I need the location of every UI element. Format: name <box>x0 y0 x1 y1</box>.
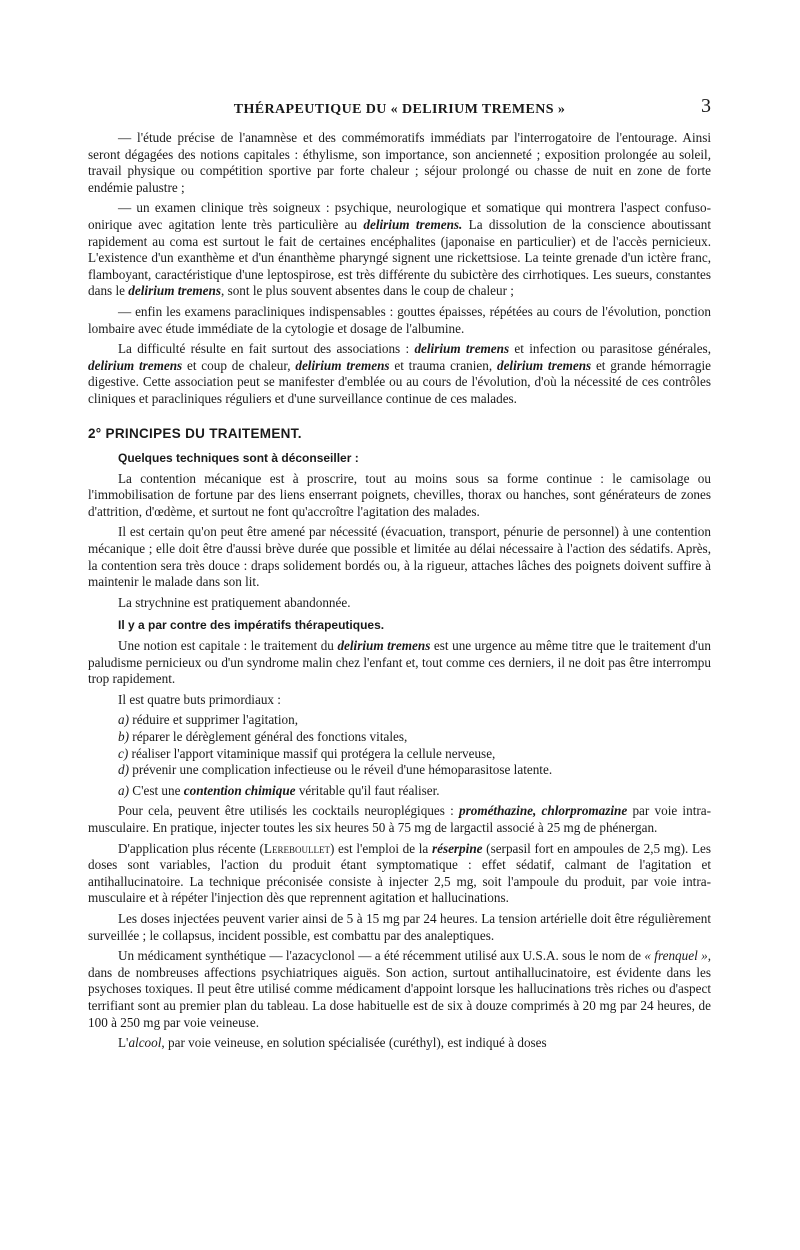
paragraph-cocktails <box>88 803 711 836</box>
italic-term: delirium tremens <box>295 357 390 373</box>
text-run: La difficulté résulte en fait surtout des associations : <box>118 341 415 357</box>
text-run: D'application plus récente ( <box>118 840 264 856</box>
paragraph-restraint-necessity: Il est certain qu'on peut être amené par nécessité (évacuation, transport, pénurie de personnel) à une contention mécanique ; elle doit être d'aussi brève durée que possible et limitée au délai nécessaire à l'action des sédatifs. Après, la contention sera très douce : draps solidement bordés ou, à la rigueur, attaches lâches des poignets doivent suffire à maintenir le malade dans son lit. <box>88 524 711 590</box>
italic-term: delirium tremens <box>414 341 510 357</box>
list-text: réparer le dérèglement général des fonctions vitales, <box>129 729 408 744</box>
paragraph-associations <box>88 341 711 407</box>
italic-term: delirium tremens <box>496 357 592 373</box>
text-run: (serpasil fort en ampoules de 2,5 mg). Les doses sont variables, l'action du produit étant symptomatique : effet sédatif, calmant de l'agitation et antihallucinatoire. La technique préconisée consiste à injecter 2,5 mg, soit l'ampoule du produit, par voie intra-musculaire et à répéter l'injection dès que reprennent agitation et hallucinations. <box>88 840 712 906</box>
list-marker: d) <box>118 762 129 778</box>
paragraph-chemical-contention <box>88 783 711 800</box>
text-run: et grande hémorragie digestive. Cette association peut se manifester d'emblée ou au cours de l'évolution, d'où la nécessité de ces contrôles cliniques et paracliniques réguliers et d'une surveillance continue de ces malades. <box>88 357 711 406</box>
list-marker: c) <box>118 745 129 761</box>
paragraph-urgency <box>88 638 711 688</box>
italic-term: prométhazine, chlorpromazine <box>459 803 628 819</box>
text-run: C'est une <box>129 782 184 798</box>
italic-term: contention chimique <box>183 782 296 798</box>
italic-term: delirium tremens <box>128 283 221 299</box>
text-run: est une urgence au même titre que le traitement d'un paludisme pernicieux ou d'un syndrome malin chez l'enfant et, tout comme ces derniers, il ne doit pas être interrompu trop rapidement. <box>88 638 711 687</box>
text-run: Pour cela, peuvent être utilisés les cocktails neuroplégiques : <box>118 803 459 819</box>
text-run: et trauma cranien, <box>389 357 497 373</box>
list-text: prévenir une complication infectieuse ou le réveil d'une hémoparasitose latente. <box>129 762 553 778</box>
text-run: véritable qu'il faut réaliser. <box>295 782 440 798</box>
list-item <box>88 729 711 746</box>
page-number: 3 <box>701 95 711 117</box>
subheading-imperatives: Il y a par contre des impératifs thérapeutiques. <box>118 618 385 633</box>
running-head <box>88 95 711 122</box>
paragraph-reserpine <box>88 841 711 907</box>
italic-term: réserpine <box>431 840 483 856</box>
paragraph-azacyclonol <box>88 948 711 1031</box>
paragraph-paraclinical: — enfin les examens paracliniques indispensables : gouttes épaisses, répétées au cours de l'évolution, ponction lombaire avec étude immédiate de la cytologie et dosage de l'albumine. <box>88 303 711 336</box>
text-run: par voie intra-musculaire. En pratique, injecter toutes les six heures 50 à 75 mg de largactil associé à 25 mg de phénergan. <box>88 803 711 835</box>
author-name: Lereboullet <box>263 840 330 856</box>
italic-term: alcool <box>128 1035 162 1051</box>
list-marker: a) <box>118 712 129 728</box>
list-item <box>88 712 711 729</box>
text-run: , sont le plus souvent absentes dans le coup de chaleur ; <box>220 283 514 299</box>
paragraph-strychnine: La strychnine est pratiquement abandonnée. <box>118 594 351 610</box>
list-marker: a) <box>118 782 129 798</box>
italic-term: delirium tremens <box>337 638 431 654</box>
text-run: L' <box>118 1035 129 1051</box>
list-text: réaliser l'apport vitaminique massif qui protégera la cellule nerveuse, <box>128 745 496 761</box>
paragraph-anamnesis: — l'étude précise de l'anamnèse et des commémoratifs immédiats par l'interrogatoire de l'entourage. Ainsi seront dégagées des notions capitales : éthylisme, son importance, son ancienneté ; exposition prolongée au soleil, travail physique ou compétition sportive par forte chaleur ; séjour prolongé ou chasse de nuit en zone de forte endémie palustre ; <box>88 130 711 195</box>
text-run: Un médicament synthétique — l'azacyclonol — a été récemment utilisé aux U.S.A. sous le nom de <box>118 948 645 964</box>
text-run: , dans de nombreuses affections psychiatriques aiguës. Son action, surtout antihallucinatoire, est évidente dans les psychoses toxiques. Il peut être utilisé comme médicament d'appoint lorsque les hallucinations très riches ou d'aspect terrifiant sont au premier plan du tableau. La dose habituelle est de six à douze comprimés à 20 mg par 24 heures, de 100 à 250 mg par voie veineuse. <box>88 948 711 1030</box>
text-run: — un examen clinique très soigneux : psychique, neurologique et somatique qui montrera l'aspect confuso-onirique avec agitation lente très particulière au <box>88 200 711 232</box>
italic-term: delirium tremens. <box>363 216 463 232</box>
list-marker: b) <box>118 729 129 744</box>
italic-term: « frenquel » <box>644 948 708 964</box>
list-text: réduire et supprimer l'agitation, <box>129 712 298 728</box>
paragraph-clinical-exam <box>88 200 711 300</box>
text-run: et infection ou parasitose générales, <box>509 341 711 357</box>
text-run: Une notion est capitale : le traitement du <box>118 638 338 654</box>
italic-term: delirium tremens <box>88 357 183 373</box>
paragraph-doses: Les doses injectées peuvent varier ainsi de 5 à 15 mg par 24 heures. La tension artérielle doit être régulièrement surveillée ; le collapsus, incident possible, est combattu par des analeptiques. <box>88 910 711 943</box>
subheading-discouraged: Quelques techniques sont à déconseiller : <box>118 451 359 466</box>
paragraph-goals-intro: Il est quatre buts primordiaux : <box>118 691 281 707</box>
paragraph-mechanical-restraint: La contention mécanique est à proscrire, tout au moins sous sa forme continue : le camisolage ou l'immobilisation de fortune par des liens enserrant poignets, chevilles, thorax ou hanches, sont générateurs de zones d'attrition, d'œdème, et surtout ne font qu'accroître l'agitation des malades. <box>88 470 711 519</box>
paragraph-alcohol <box>88 1035 711 1052</box>
text-run: ) est l'emploi de la <box>329 840 432 856</box>
text-run: La dissolution de la conscience aboutissant rapidement au coma est surtout le fait de certaines encéphalites (japonaise en particulier) et de l'accès pernicieux. L'existence d'un exanthème et d'un énanthème pharyngé signent une rickettsiose. La teinte grenade d'un ictère franc, flamboyant, caractéristique d'une leptospirose, est très différente du subictère des cirrhotiques. Les sueurs, constantes dans le <box>88 216 711 299</box>
section-heading-principles: 2° PRINCIPES DU TRAITEMENT. <box>88 425 302 441</box>
text-run: , par voie veineuse, en solution spécialisée (curéthyl), est indiqué à doses <box>161 1035 547 1051</box>
text-run: et coup de chaleur, <box>182 357 296 373</box>
running-title: THÉRAPEUTIQUE DU « DELIRIUM TREMENS » <box>233 102 566 117</box>
document-page <box>88 95 712 1056</box>
list-item <box>88 746 711 763</box>
list-item <box>88 762 711 779</box>
